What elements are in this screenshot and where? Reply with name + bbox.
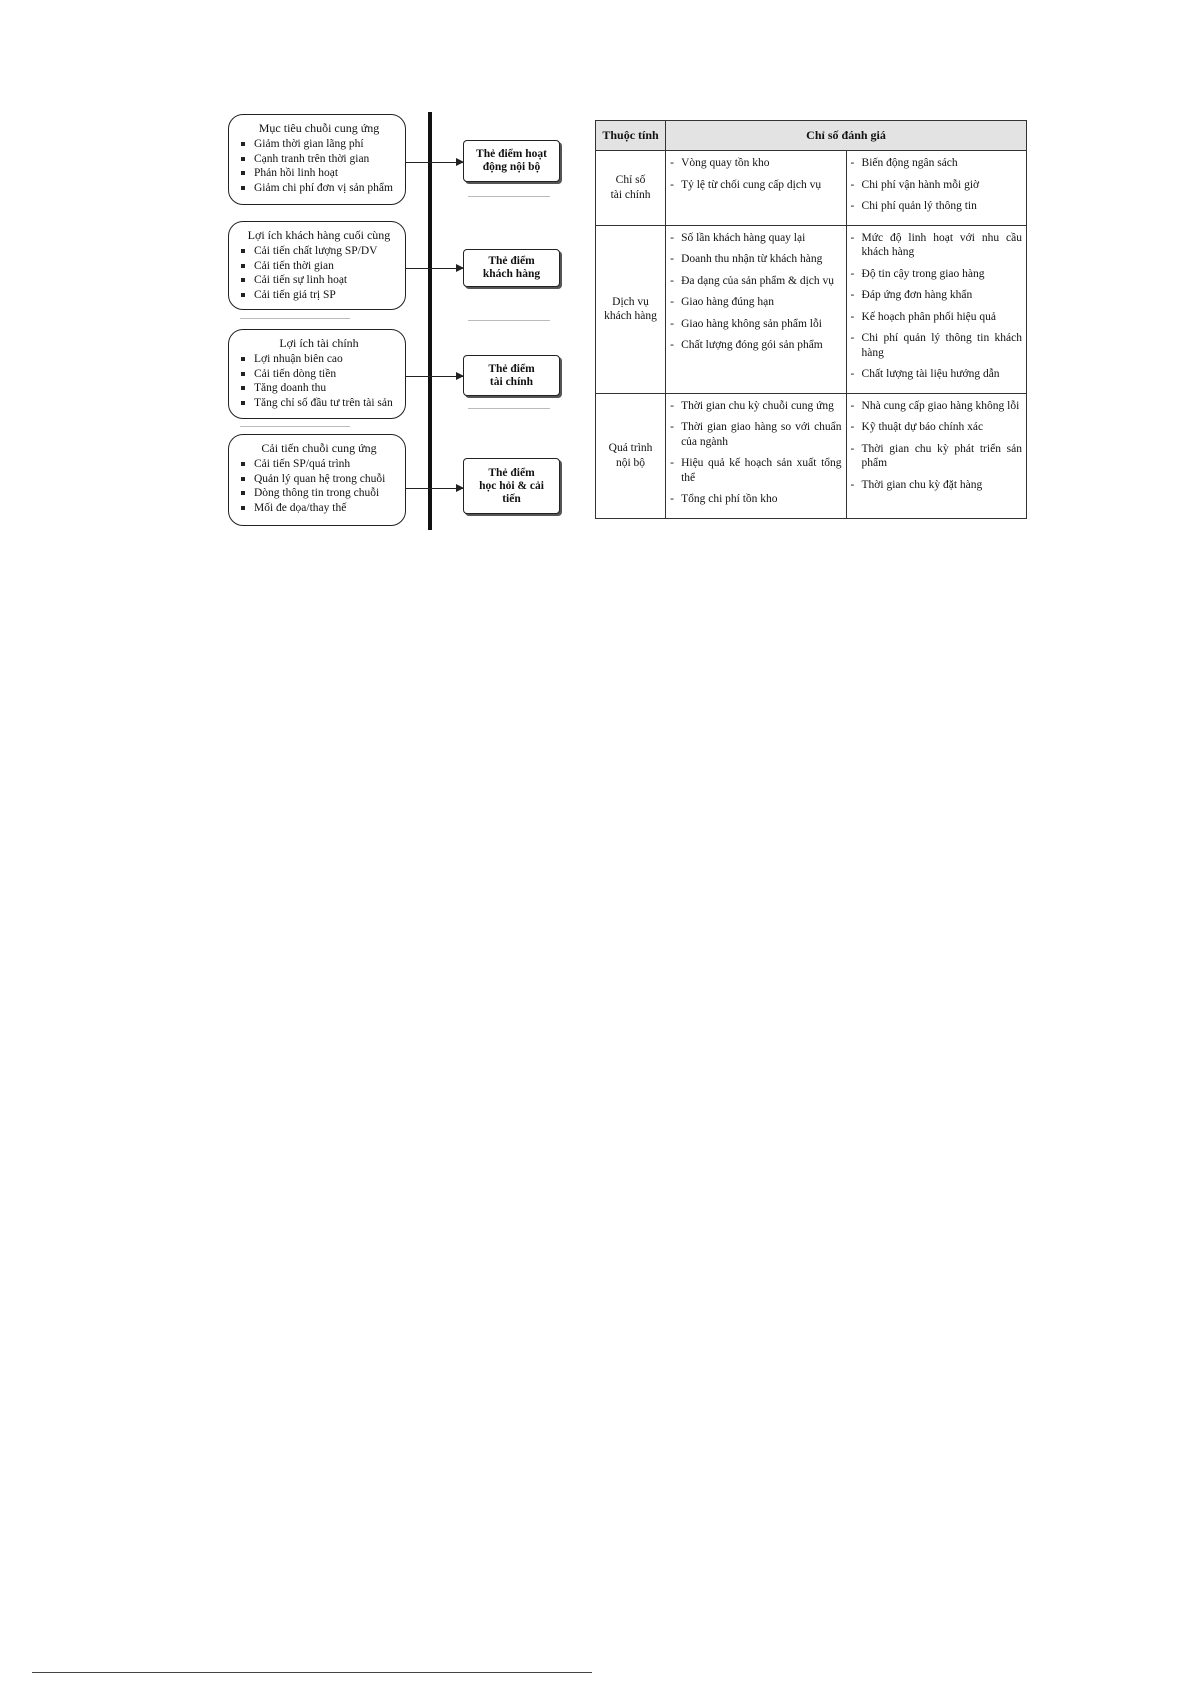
scorecard-internal-operations (463, 140, 560, 182)
metric-item: - Chi phí quản lý thông tin khách hàng (851, 331, 1022, 360)
footnote-separator-line (32, 1672, 592, 1673)
metric-item: - Giao hàng đúng hạn (670, 295, 841, 310)
goal-box-supply-chain-improvement (228, 434, 406, 526)
metric-item: - Doanh thu nhận từ khách hàng (670, 252, 841, 267)
goal-box-end-customer-benefits (228, 221, 406, 310)
scorecard-label-line1: Thẻ điểm (488, 362, 535, 375)
metric-item: - Tỷ lệ từ chối cung cấp dịch vụ (670, 178, 841, 193)
metrics-left-column (666, 151, 846, 226)
scorecard-financial (463, 355, 560, 396)
metric-item: - Độ tin cậy trong giao hàng (851, 267, 1022, 282)
metric-item: - Thời gian chu kỳ đặt hàng (851, 478, 1022, 493)
row-attribute (596, 393, 666, 518)
metric-item: - Chi phí vận hành mỗi giờ (851, 178, 1022, 193)
header-attribute: Thuộc tính (596, 121, 666, 151)
vertical-divider-bar (428, 112, 432, 530)
goal-box-title: Lợi ích tài chính (279, 336, 359, 350)
metric-item: - Thời gian chu kỳ phát triển sản phẩm (851, 442, 1022, 471)
goal-box-item: Giảm chi phí đơn vị sản phẩm (241, 181, 397, 196)
metric-item: - Chi phí quản lý thông tin (851, 199, 1022, 214)
goal-box-item: Cải tiến dòng tiền (241, 367, 397, 382)
arrow-to-learning-scorecard (406, 488, 463, 489)
metric-item: - Thời gian chu kỳ chuỗi cung ứng (670, 399, 841, 414)
arrow-to-financial-scorecard (406, 376, 463, 377)
goal-box-item: Cải tiến sự linh hoạt (241, 273, 397, 288)
row-attribute (596, 225, 666, 393)
table-row (596, 151, 1027, 226)
attribute-line1: Quá trình (608, 442, 653, 454)
metrics-left-column (666, 225, 846, 393)
goal-box-item: Lợi nhuận biên cao (241, 352, 397, 367)
metric-item: - Mức độ linh hoạt với nhu cầu khách hàng (851, 231, 1022, 260)
scan-artifact-line (468, 320, 550, 321)
scorecard-label-line3: tiến (502, 492, 521, 505)
metrics-right-column (846, 393, 1026, 518)
metric-item: - Nhà cung cấp giao hàng không lỗi (851, 399, 1022, 414)
goal-box-item: Giảm thời gian lãng phí (241, 137, 397, 152)
scorecard-learning-improvement (463, 458, 560, 514)
metric-item: - Số lần khách hàng quay lại (670, 231, 841, 246)
scorecard-label-line1: Thẻ điểm (488, 255, 535, 267)
scorecard-customer (463, 249, 560, 287)
goal-box-item: Mối đe dọa/thay thế (241, 501, 397, 516)
goal-box-financial-benefits (228, 329, 406, 419)
metric-item: - Đáp ứng đơn hàng khẩn (851, 288, 1022, 303)
table-row (596, 225, 1027, 393)
attribute-line2: tài chính (610, 188, 651, 201)
row-attribute (596, 151, 666, 226)
goal-box-item: Phản hồi linh hoạt (241, 166, 397, 181)
goal-box-supply-chain-objectives (228, 114, 406, 205)
scorecard-label-line1: Thẻ điểm hoạt (476, 148, 547, 160)
metric-item: - Giao hàng không sản phẩm lỗi (670, 317, 841, 332)
arrow-to-internal-scorecard (406, 162, 463, 163)
metrics-left-column (666, 393, 846, 518)
attribute-line1: Dịch vụ (612, 295, 649, 308)
metric-item: - Kỹ thuật dự báo chính xác (851, 420, 1022, 435)
scan-artifact-line (468, 408, 550, 409)
attribute-line2: khách hàng (604, 310, 657, 322)
metric-item: - Hiệu quả kế hoạch sản xuất tổng thể (670, 456, 841, 485)
goal-box-title: Mục tiêu chuỗi cung ứng (258, 121, 380, 135)
attribute-line1: Chỉ số (615, 174, 646, 187)
goal-box-item: Quản lý quan hệ trong chuỗi (241, 472, 397, 487)
metric-item: - Kế hoạch phân phối hiệu quả (851, 310, 1022, 325)
table-row (596, 393, 1027, 518)
metric-item: - Vòng quay tồn kho (670, 156, 841, 171)
goal-box-item: Cải tiến chất lượng SP/DV (241, 244, 397, 259)
metric-item: - Chất lượng đóng gói sản phẩm (670, 338, 841, 353)
scan-artifact-line (468, 196, 550, 197)
scorecard-label-line2: học hỏi & cải (479, 479, 544, 492)
arrow-to-customer-scorecard (406, 268, 463, 269)
goal-box-item: Tăng doanh thu (241, 381, 397, 396)
metrics-right-column (846, 151, 1026, 226)
metric-item: - Biến động ngân sách (851, 156, 1022, 171)
scorecard-label-line1: Thẻ điểm (488, 466, 535, 479)
scan-artifact-line (240, 426, 350, 427)
goal-box-item: Cạnh tranh trên thời gian (241, 152, 397, 167)
goal-box-item: Cải tiến SP/quá trình (241, 457, 397, 472)
header-metrics: Chỉ số đánh giá (666, 121, 1027, 151)
goal-box-item: Tăng chỉ số đầu tư trên tài sản (241, 396, 397, 411)
scorecard-label-line2: khách hàng (482, 268, 541, 280)
goal-box-item: Cải tiến giá trị SP (241, 288, 397, 303)
metric-item: - Thời gian giao hàng so với chuẩn của ngành (670, 420, 841, 449)
scorecard-label-line2: tài chính (489, 375, 534, 388)
goal-box-title: Lợi ích khách hàng cuối cùng (247, 228, 391, 242)
metrics-right-column (846, 225, 1026, 393)
goal-box-item: Dòng thông tin trong chuỗi (241, 486, 397, 501)
metric-item: - Đa dạng của sản phẩm & dịch vụ (670, 274, 841, 289)
attribute-line2: nội bộ (615, 456, 646, 469)
metric-item: - Tổng chi phí tồn kho (670, 492, 841, 507)
scan-artifact-line (240, 318, 350, 319)
goal-box-item: Cải tiến thời gian (241, 259, 397, 274)
evaluation-metrics-table (595, 120, 1027, 519)
goal-box-title: Cải tiến chuỗi cung ứng (261, 441, 377, 455)
metric-item: - Chất lượng tài liệu hướng dẫn (851, 367, 1022, 382)
table-header-row (596, 121, 1027, 151)
scorecard-label-line2: động nội bộ (482, 161, 541, 173)
